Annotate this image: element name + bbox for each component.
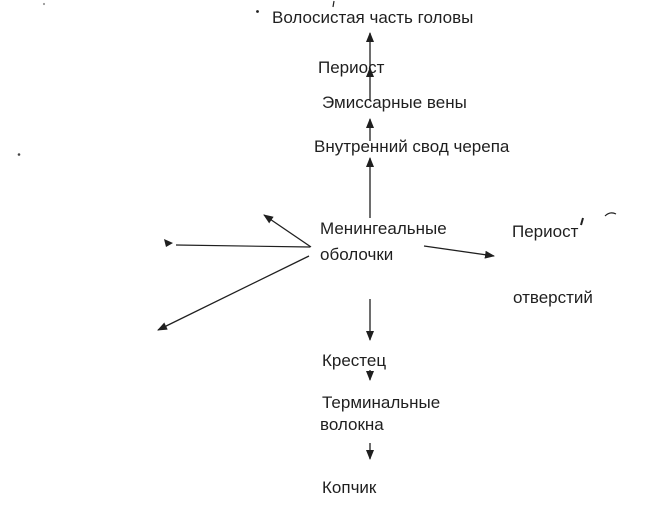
scan-tick-top — [333, 1, 334, 7]
arrow-meningeal-downleft — [158, 256, 309, 330]
node-periosteum-right: Периост — [512, 222, 579, 241]
scan-dash-top-right — [605, 213, 616, 216]
node-periosteum-top: Периост — [318, 58, 385, 77]
arrow-meningeal-upleft — [264, 215, 311, 247]
line-meningeal-left — [176, 245, 310, 247]
scan-dot-left-of-scalp — [256, 10, 259, 13]
scan-apostrophe-after-periosteum — [581, 218, 583, 225]
node-meningeal-membranes-line1: Менингеальные — [320, 219, 447, 238]
scan-dot-left-margin — [18, 153, 21, 156]
node-sacrum: Крестец — [322, 351, 387, 370]
node-openings: отверстий — [513, 288, 593, 307]
node-terminal-fibers-line2: волокна — [320, 415, 384, 434]
node-emissary-veins: Эмиссарные вены — [322, 93, 467, 112]
node-inner-skull-vault: Внутренний свод черепа — [314, 137, 510, 156]
arrow-meningeal-right — [424, 246, 494, 256]
left-line-end-mark — [164, 239, 173, 247]
node-scalp: Волосистая часть головы — [272, 8, 474, 27]
scan-dot-top-left — [43, 3, 45, 5]
node-coccyx: Копчик — [322, 478, 377, 497]
node-meningeal-membranes-line2: оболочки — [320, 245, 394, 264]
node-terminal-fibers-line1: Терминальные — [322, 393, 441, 412]
